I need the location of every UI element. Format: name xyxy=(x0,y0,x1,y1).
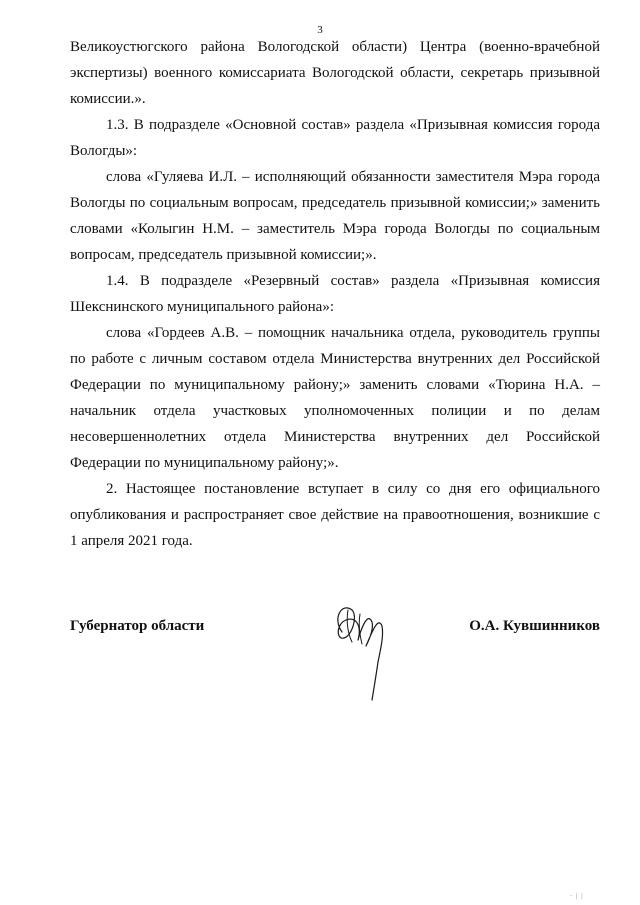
paragraph-1-3-wording: слова «Гуляева И.Л. – исполняющий обязанности заместителя Мэра города Вологды по социальным вопросам, председатель призывной комиссии;» заменить словами «Колыгин Н.М. – заместитель Мэра города Вологды по социальным вопросам, председатель призывной комиссии;». xyxy=(70,169,600,263)
handwritten-signature xyxy=(322,596,402,702)
signatory-name: О.А. Кувшинников xyxy=(469,618,600,634)
paragraph-1-4-wording: слова «Гордеев А.В. – помощник начальника отдела, руководитель группы по работе с личным составом отдела Министерства внутренних дел Российской Федерации по муниципальному району;» заменить словами «Тюрина Н.А. – начальник отдела участковых уполномоченных полиции и по делам несовершеннолетних отдела Министерства внутренних дел Российской Федерации по муниципальному району;». xyxy=(70,325,600,471)
paragraph-2: 2. Настоящее постановление вступает в силу со дня его официального опубликования и распространяет свое действие на правоотношения, возникшие с 1 апреля 2021 года. xyxy=(70,481,600,549)
paragraph-1-3: 1.3. В подразделе «Основной состав» раздела «Призывная комиссия города Вологды»: xyxy=(70,117,600,159)
paragraph-1-4: 1.4. В подразделе «Резервный состав» раздела «Призывная комиссия Шекснинского муниципального района»: xyxy=(70,273,600,315)
page-number: 3 xyxy=(317,24,323,36)
body-text xyxy=(70,34,600,554)
corner-mark: · | | xyxy=(570,892,584,900)
signatory-title: Губернатор области xyxy=(70,618,205,634)
paragraph-continuation: Великоустюгского района Вологодской области) Центра (военно-врачебной экспертизы) военного комиссариата Вологодской области, секретарь призывной комиссии.». xyxy=(70,39,600,107)
